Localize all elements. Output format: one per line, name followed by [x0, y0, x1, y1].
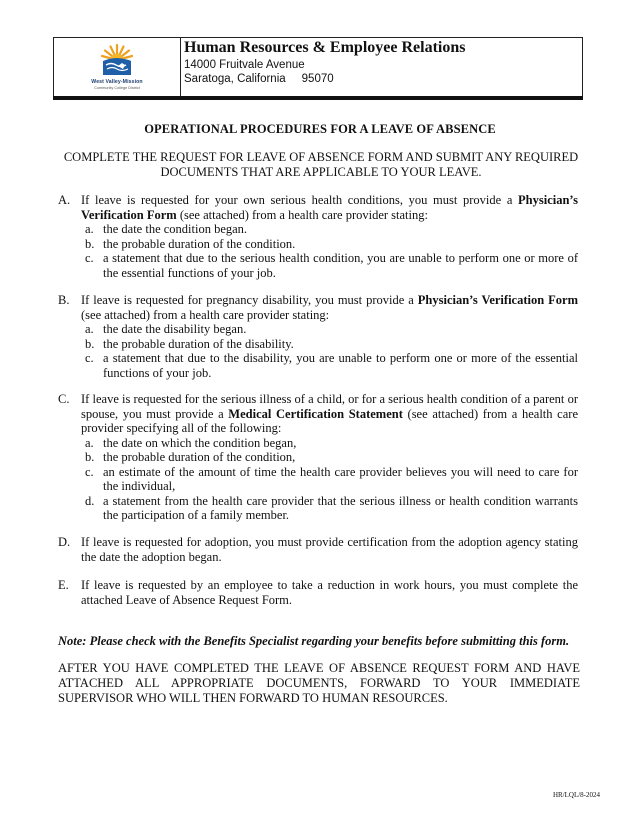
list-text: an estimate of the amount of time the health care provider believes you will need to care for the individual, — [103, 464, 578, 493]
section-text: If leave is requested for adoption, you must provide certification from the adoption agency stating the date the adoption began. — [81, 535, 578, 564]
list-marker: a. — [85, 435, 94, 450]
list-text: the date the disability began. — [103, 322, 247, 336]
requirement-list — [81, 436, 578, 523]
requirement-list — [81, 322, 578, 380]
department-title: Human Resources & Employee Relations — [184, 39, 466, 56]
list-text: a statement that due to the serious health condition, you are unable to perform one or more of the essential functions of your job. — [103, 251, 578, 280]
section-text — [81, 293, 578, 322]
text-segment: If leave is requested for your own serious health conditions, you must provide a — [81, 193, 519, 207]
form-name: Physician’s Verification Form — [417, 293, 578, 307]
form-code: HR/LQL/8-2024 — [552, 791, 600, 799]
list-text: the date the condition began. — [103, 222, 248, 236]
benefits-note: Note: Please check with the Benefits Specialist regarding your benefits before submitting this form. — [58, 634, 570, 648]
form-name: Medical Certification Statement — [228, 406, 403, 421]
section-letter: C. — [58, 392, 70, 406]
logo-name: West Valley-Mission — [91, 79, 143, 85]
city-line — [184, 72, 334, 86]
zip-code: 95070 — [301, 73, 334, 85]
text-segment: If leave is requested for the serious illness of a child, or for a serious health condition of a parent or spouse, you must provide a — [81, 392, 578, 421]
section-letter: D. — [58, 535, 71, 549]
list-marker: d. — [85, 493, 95, 508]
city-state: Saratoga, California — [184, 73, 286, 85]
section-letter: E. — [58, 578, 69, 592]
section-text — [81, 193, 578, 222]
list-text: the probable duration of the condition. — [103, 236, 296, 251]
letterhead-divider — [53, 96, 583, 100]
list-item — [81, 237, 578, 252]
list-marker: a. — [85, 322, 94, 336]
address-block — [184, 58, 334, 86]
list-marker: a. — [85, 222, 94, 236]
district-logo-icon — [100, 43, 134, 77]
list-marker: b. — [85, 236, 95, 251]
section-e — [58, 578, 578, 607]
logo-subtitle: Community College District — [94, 86, 140, 90]
street-address: 14000 Fruitvale Avenue — [184, 59, 305, 71]
list-text: a statement from the health care provider that the serious illness or health condition warrants the participation of a family member. — [103, 493, 578, 522]
section-letter: B. — [58, 293, 70, 307]
text-segment: If leave is requested for pregnancy disability, you must provide a — [81, 293, 418, 307]
text-segment: (see attached) from a health care provider stating: — [176, 207, 428, 222]
list-item — [81, 337, 578, 352]
form-name: Physician’s Verification Form — [81, 193, 578, 222]
section-text — [81, 392, 578, 436]
text-segment: (see attached) from a health care provider specifying all of the following: — [81, 406, 578, 435]
instructions: COMPLETE THE REQUEST FOR LEAVE OF ABSENCE FORM AND SUBMIT ANY REQUIRED DOCUMENTS THAT ARE APPLICABLE TO YOUR LEAVE. — [63, 150, 579, 179]
list-text: the date on which the condition began, — [103, 435, 297, 450]
text-segment: (see attached) from a health care provider stating: — [81, 307, 330, 322]
list-marker: c. — [85, 351, 94, 365]
list-item — [81, 251, 578, 280]
section-letter: A. — [58, 193, 71, 207]
list-text: the probable duration of the condition, — [103, 450, 296, 464]
section-c — [58, 392, 578, 523]
list-item — [81, 222, 578, 237]
list-marker: c. — [85, 464, 94, 479]
section-text: If leave is requested by an employee to take a reduction in work hours, you must complete the attached Leave of Absence Request Form. — [81, 578, 578, 607]
list-marker: b. — [85, 336, 95, 351]
section-a — [58, 193, 578, 280]
requirement-list — [81, 222, 578, 280]
section-b — [58, 293, 578, 380]
list-item — [81, 351, 578, 380]
logo-block — [54, 38, 181, 97]
section-d — [58, 535, 578, 564]
list-marker: b. — [85, 450, 95, 464]
document-title: OPERATIONAL PROCEDURES FOR A LEAVE OF ABSENCE — [144, 122, 496, 136]
list-text: a statement that due to the disability, you are unable to perform one or more of the essential functions of your job. — [103, 351, 578, 380]
list-item — [81, 436, 578, 451]
list-item — [81, 465, 578, 494]
closing-instructions: AFTER YOU HAVE COMPLETED THE LEAVE OF ABSENCE REQUEST FORM AND HAVE ATTACHED ALL APPROPRIATE DOCUMENTS, FORWARD TO YOUR IMMEDIATE SUPERVISOR WHO WILL THEN FORWARD TO HUMAN RESOURCES. — [58, 661, 580, 705]
letterhead — [53, 37, 583, 97]
list-marker: c. — [85, 251, 94, 265]
list-item — [81, 322, 578, 337]
list-item — [81, 494, 578, 523]
list-item — [81, 450, 578, 465]
list-text: the probable duration of the disability. — [103, 336, 294, 351]
